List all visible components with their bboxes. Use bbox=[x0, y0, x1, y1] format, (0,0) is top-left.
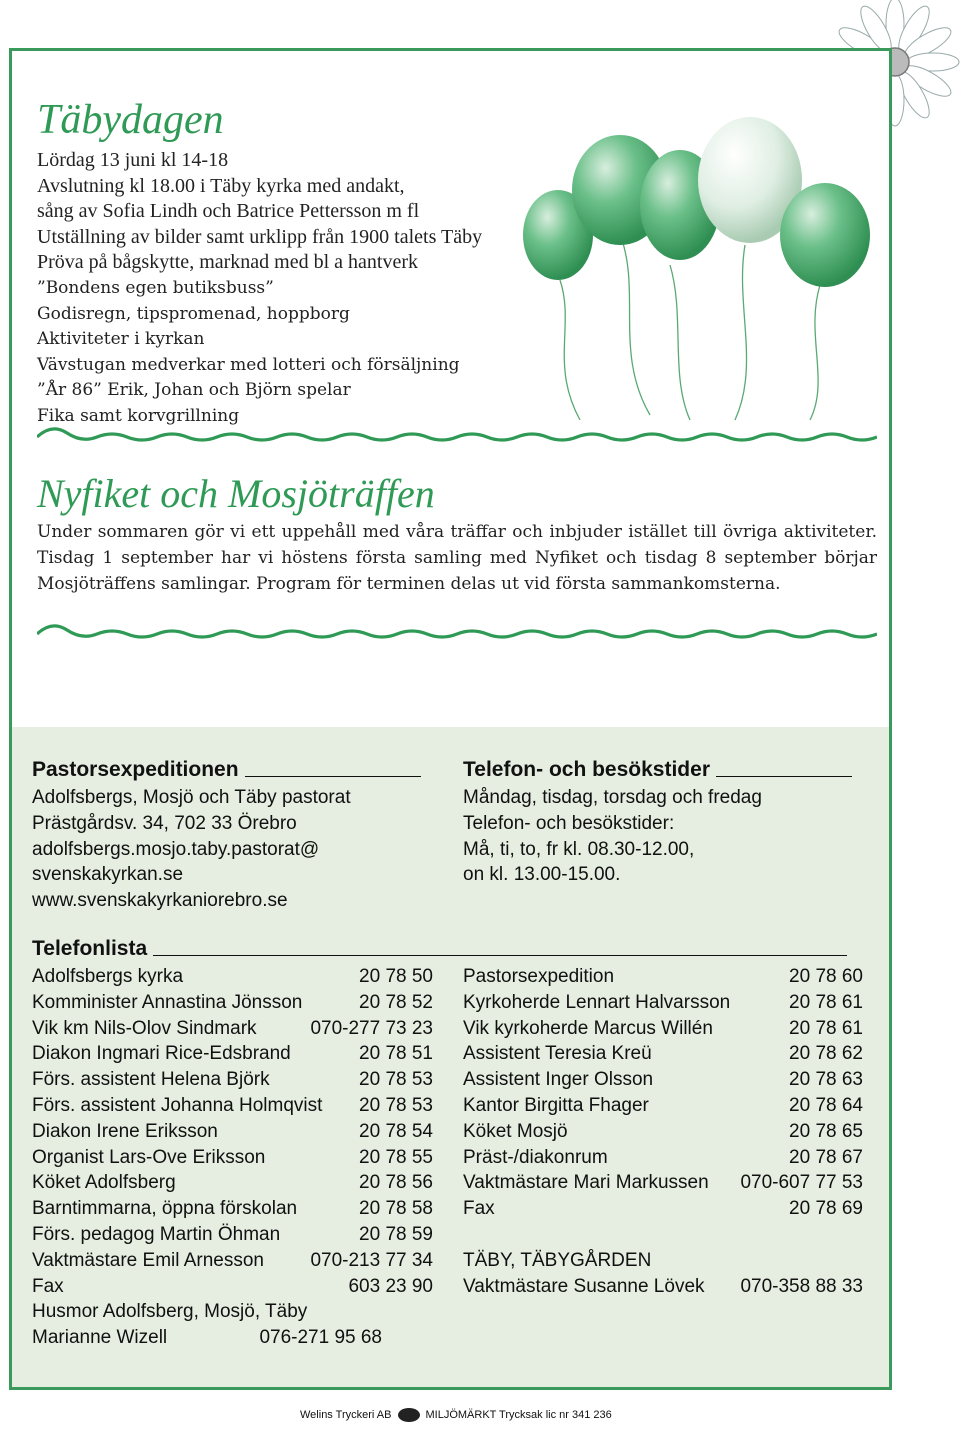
phone-row bbox=[463, 990, 863, 1016]
phonelist-title: Telefonlista bbox=[32, 937, 148, 960]
tabydagen-lines-a bbox=[37, 148, 482, 276]
heading-rule bbox=[716, 776, 852, 777]
pastor-title: Pastorsexpeditionen bbox=[32, 758, 239, 781]
phone-name: Vaktmästare Susanne Lövek bbox=[463, 1275, 705, 1297]
phone-name: Förs. pedagog Martin Öhman bbox=[32, 1223, 281, 1245]
phone-name: Vaktmästare Mari Markussen bbox=[463, 1172, 709, 1194]
hours-heading bbox=[463, 758, 852, 782]
phone-number: 20 78 59 bbox=[359, 1223, 433, 1245]
phone-row bbox=[32, 1067, 433, 1093]
phone-row bbox=[463, 1145, 863, 1171]
phone-row bbox=[32, 1119, 433, 1145]
nyfiket-title: Nyfiket och Mosjöträffen bbox=[37, 471, 435, 516]
tabydagen-line: Pröva på bågskytte, marknad med bl a hantverk bbox=[37, 251, 418, 274]
phone-name: Organist Lars-Ove Eriksson bbox=[32, 1146, 266, 1168]
phone-name: Präst-/diakonrum bbox=[463, 1146, 608, 1168]
phone-number: 070-607 77 53 bbox=[740, 1172, 863, 1194]
tabydagen-lines-b bbox=[37, 276, 460, 430]
phone-number: 20 78 50 bbox=[359, 966, 433, 987]
wave-divider bbox=[37, 423, 877, 449]
phone-name: Vaktmästare Emil Arnesson bbox=[32, 1249, 264, 1271]
phone-row bbox=[463, 1222, 863, 1248]
pastor-line: adolfsbergs.mosjo.taby.pastorat@ bbox=[32, 838, 320, 860]
phonelist-heading bbox=[32, 937, 847, 961]
phonelist-left bbox=[32, 964, 433, 1351]
wave-divider bbox=[37, 620, 877, 646]
phone-name: Pastorsexpedition bbox=[463, 966, 615, 987]
tabydagen-title: Täbydagen bbox=[37, 97, 224, 143]
phone-name: Assistent Teresia Kreü bbox=[463, 1043, 652, 1065]
hours-lines bbox=[463, 785, 762, 888]
tabydagen-line: Godisregn, tipspromenad, hoppborg bbox=[37, 303, 350, 324]
heading-rule bbox=[245, 776, 421, 777]
phone-name: Köket Adolfsberg bbox=[32, 1172, 176, 1194]
phone-name: Diakon Irene Eriksson bbox=[32, 1120, 218, 1142]
phone-row bbox=[463, 1119, 863, 1145]
phone-number: 20 78 63 bbox=[789, 1069, 863, 1091]
pastor-lines bbox=[32, 785, 351, 914]
phone-row bbox=[463, 1248, 863, 1274]
phone-number: 20 78 52 bbox=[359, 991, 433, 1013]
phone-name: Husmor Adolfsberg, Mosjö, Täby bbox=[32, 1301, 308, 1323]
hours-line: Må, ti, to, fr kl. 08.30-12.00, bbox=[463, 838, 695, 860]
tabydagen-line: sång av Sofia Lindh och Batrice Pettersson m fl bbox=[37, 200, 420, 223]
tabydagen-line: ”Bondens egen butiksbuss” bbox=[37, 278, 274, 298]
phone-row bbox=[463, 1196, 863, 1222]
print-footer bbox=[300, 1406, 640, 1424]
phone-name: Vik kyrkoherde Marcus Willén bbox=[463, 1017, 713, 1039]
phone-number: 076-271 95 68 bbox=[259, 1327, 382, 1349]
pastor-line: Prästgårdsv. 34, 702 33 Örebro bbox=[32, 812, 297, 834]
phone-row bbox=[463, 1016, 863, 1042]
phone-row bbox=[32, 1093, 433, 1119]
pastor-line: Adolfsbergs, Mosjö och Täby pastorat bbox=[32, 787, 351, 808]
phone-name: Komminister Annastina Jönsson bbox=[32, 991, 303, 1013]
swan-ecolabel-icon bbox=[398, 1408, 420, 1422]
phone-row bbox=[32, 990, 433, 1016]
phone-row bbox=[32, 1145, 433, 1171]
phone-name: Fax bbox=[32, 1275, 64, 1297]
phone-number: 20 78 53 bbox=[359, 1094, 433, 1116]
tabydagen-line: Avslutning kl 18.00 i Täby kyrka med andakt, bbox=[37, 174, 405, 197]
phone-row bbox=[32, 1274, 433, 1300]
phone-number: 20 78 60 bbox=[789, 966, 863, 987]
phone-number: 20 78 58 bbox=[359, 1198, 433, 1220]
phonelist-right bbox=[463, 964, 863, 1299]
phone-name: TÄBY, TÄBYGÅRDEN bbox=[463, 1249, 652, 1271]
hours-line: Telefon- och besökstider: bbox=[463, 812, 675, 834]
pastor-heading bbox=[32, 758, 421, 782]
phone-name: Fax bbox=[463, 1198, 495, 1220]
printer-name: Welins Tryckeri AB bbox=[300, 1409, 392, 1421]
phone-number: 070-213 77 34 bbox=[310, 1249, 433, 1271]
phone-number: 070-277 73 23 bbox=[310, 1017, 433, 1039]
phone-row bbox=[463, 1274, 863, 1300]
phone-number: 603 23 90 bbox=[348, 1275, 433, 1297]
phone-name: Barntimmarna, öppna förskolan bbox=[32, 1198, 298, 1220]
phone-row bbox=[32, 1170, 433, 1196]
balloons-illustration bbox=[520, 95, 880, 425]
phone-number: 20 78 61 bbox=[789, 1017, 863, 1039]
phone-name: Diakon Ingmari Rice-Edsbrand bbox=[32, 1043, 291, 1065]
phone-name: Assistent Inger Olsson bbox=[463, 1069, 654, 1091]
pastor-line: www.svenskakyrkaniorebro.se bbox=[32, 890, 288, 912]
phone-name: Köket Mosjö bbox=[463, 1120, 568, 1142]
phone-row bbox=[32, 1196, 433, 1222]
phone-name: Förs. assistent Johanna Holmqvist bbox=[32, 1094, 323, 1116]
phone-name: Kyrkoherde Lennart Halvarsson bbox=[463, 991, 731, 1013]
pastor-line: svenskakyrkan.se bbox=[32, 864, 184, 886]
phone-row bbox=[32, 1325, 382, 1351]
phone-number: 20 78 51 bbox=[359, 1043, 433, 1065]
phone-row bbox=[32, 1041, 433, 1067]
hours-line: on kl. 13.00-15.00. bbox=[463, 864, 621, 886]
tabydagen-line: Lördag 13 juni kl 14-18 bbox=[37, 149, 229, 171]
phone-row bbox=[32, 1248, 433, 1274]
phone-name: Förs. assistent Helena Björk bbox=[32, 1069, 270, 1091]
phone-row bbox=[32, 1222, 433, 1248]
phone-number: 20 78 54 bbox=[359, 1120, 433, 1142]
phone-name: Adolfsbergs kyrka bbox=[32, 966, 184, 987]
tabydagen-line: Fika samt korvgrillning bbox=[37, 405, 240, 426]
phone-row bbox=[463, 1041, 863, 1067]
nyfiket-body: Under sommaren gör vi ett uppehåll med våra träffar och inbjuder istället till övriga aktiviteter. Tisdag 1 september har vi höstens första samling med Nyfiket och tisdag 8 september börjar Mosjöträffens samlingar. Program för terminen delas ut vid första sammankomsterna. bbox=[37, 522, 877, 594]
phone-row bbox=[463, 964, 863, 990]
phone-row bbox=[463, 1170, 863, 1196]
hours-line: Måndag, tisdag, torsdag och fredag bbox=[463, 787, 762, 808]
phone-name: Marianne Wizell bbox=[32, 1327, 168, 1349]
phone-number: 070-358 88 33 bbox=[740, 1275, 863, 1297]
tabydagen-line: ”År 86” Erik, Johan och Björn spelar bbox=[37, 380, 351, 401]
phone-number: 20 78 67 bbox=[789, 1146, 863, 1168]
phone-number: 20 78 56 bbox=[359, 1172, 433, 1194]
phone-name: Kantor Birgitta Fhager bbox=[463, 1094, 649, 1116]
phone-row bbox=[32, 1299, 433, 1325]
phone-number: 20 78 55 bbox=[359, 1146, 433, 1168]
ecolabel-text: MILJÖMÄRKT Trycksak lic nr 341 236 bbox=[425, 1409, 612, 1421]
phone-name: Vik km Nils-Olov Sindmark bbox=[32, 1017, 257, 1039]
tabydagen-line: Utställning av bilder samt urklipp från 1900 talets Täby bbox=[37, 225, 483, 248]
phone-number: 20 78 64 bbox=[789, 1094, 863, 1116]
phone-number: 20 78 61 bbox=[789, 991, 863, 1013]
phone-row bbox=[32, 1016, 433, 1042]
phone-number: 20 78 69 bbox=[789, 1198, 863, 1220]
phone-row bbox=[32, 964, 433, 990]
tabydagen-line: Vävstugan medverkar med lotteri och försäljning bbox=[37, 354, 460, 375]
phone-row bbox=[463, 1093, 863, 1119]
phone-number: 20 78 65 bbox=[789, 1120, 863, 1142]
phone-number: 20 78 53 bbox=[359, 1069, 433, 1091]
phone-row bbox=[463, 1067, 863, 1093]
heading-rule bbox=[153, 955, 847, 956]
hours-title: Telefon- och besökstider bbox=[463, 758, 710, 781]
tabydagen-line: Aktiviteter i kyrkan bbox=[37, 329, 205, 350]
phone-number: 20 78 62 bbox=[789, 1043, 863, 1065]
